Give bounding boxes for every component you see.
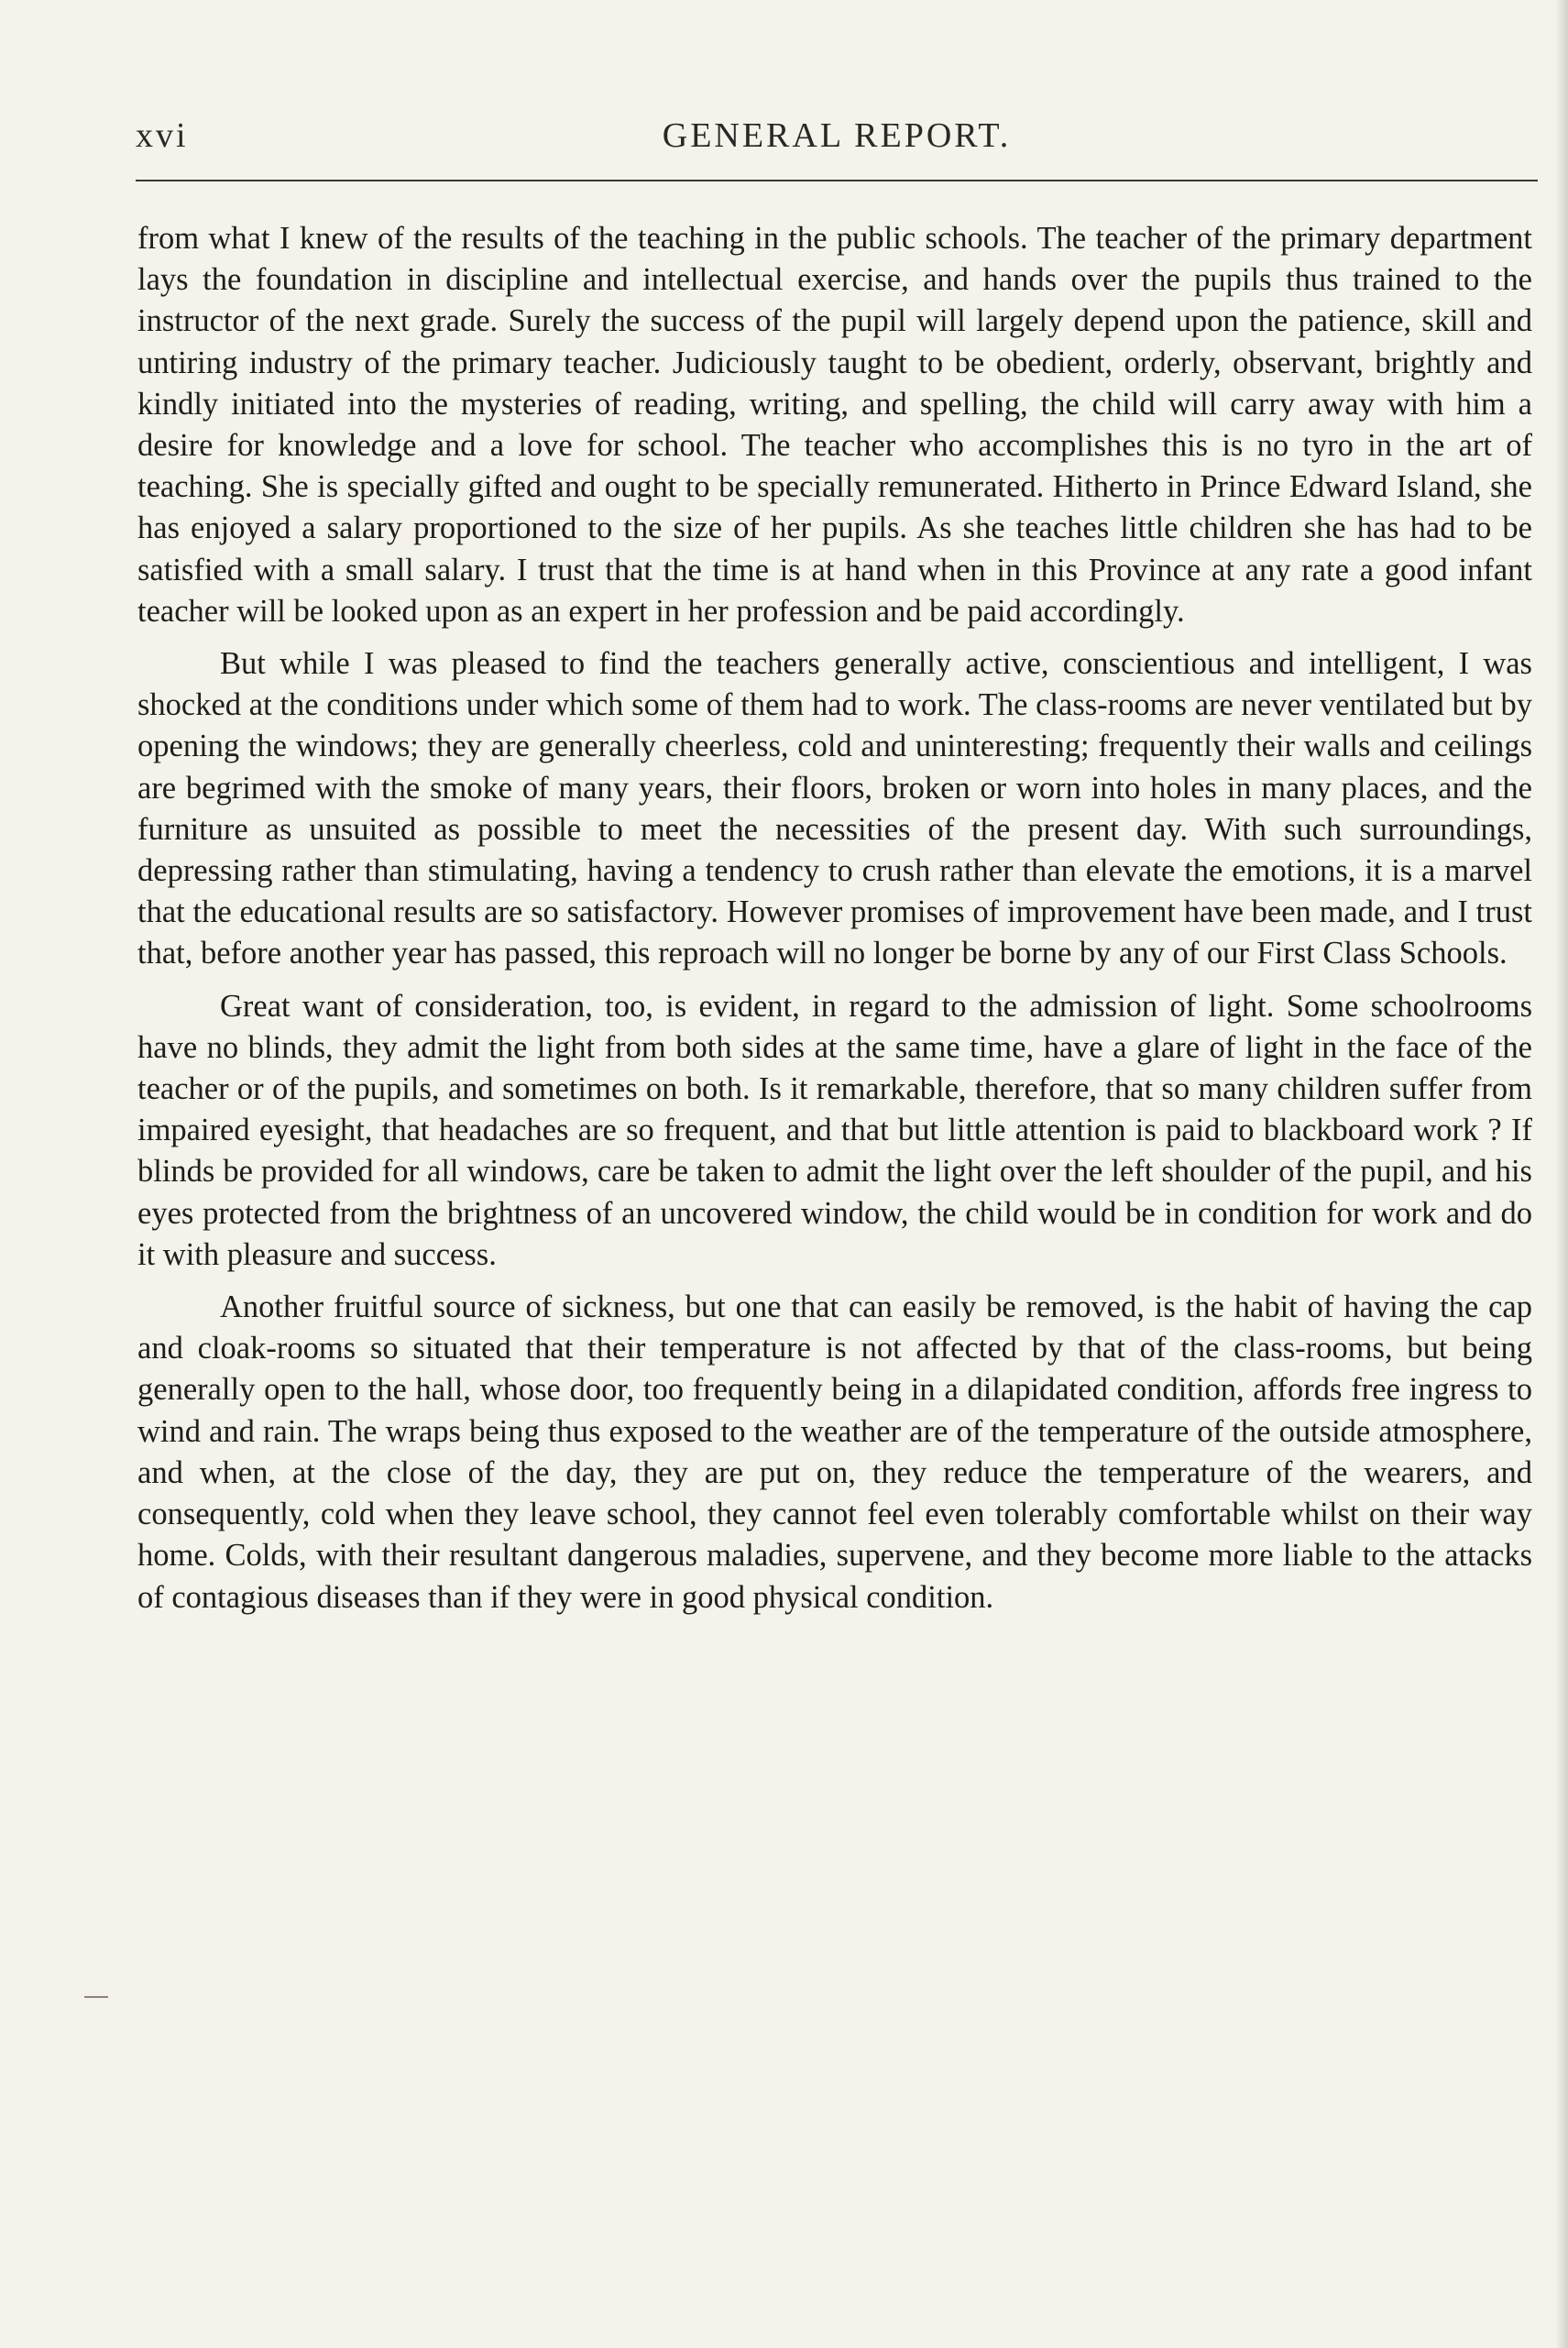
- page-edge-shadow: [1555, 0, 1568, 2348]
- paragraph-teachers-conditions: But while I was pleased to find the teachers generally active, conscientious and intelligent, I was shocked at the conditions under which some of them had to work. The class-rooms are never ventilated but by opening the windows; they are generally cheerless, cold and uninteresting; frequently their walls and ceilings are begrimed with the smoke of many years, their floors, broken or worn into holes in many places, and the furniture as unsuited as possible to meet the necessities of the present day. With such surroundings, depressing rather than stimulating, having a tendency to crush rather than elevate the emotions, it is a marvel that the educational results are so satisfactory. However promises of improvement have been made, and I trust that, before another year has passed, this reproach will no longer be borne by any of our First Class Schools.: [137, 646, 1532, 971]
- paragraph-admission-of-light: Great want of consideration, too, is evident, in regard to the admission of light. Some schoolrooms have no blinds, they admit the light from both sides at the same time, have a glare of light in the face of the teacher or of the pupils, and sometimes on both. Is it remarkable, therefore, that so many children suffer from impaired eyesight, that headaches are so frequent, and that but little attention is paid to blackboard work ? If blinds be provided for all windows, care be taken to admit the light over the left shoulder of the pupil, and his eyes protected from the brightness of an uncovered window, the child would be in condition for work and do it with pleasure and success.: [137, 988, 1532, 1272]
- header-rule: [136, 180, 1538, 181]
- running-title: GENERAL REPORT.: [662, 116, 1012, 155]
- page-number: xvi: [136, 116, 189, 155]
- paragraph-continued: from what I knew of the results of the teaching in the public schools. The teacher of the primary department lays the foundation in discipline and intellectual exercise, and hands over the pupils thus trained to the instructor of the next grade. Surely the success of the pupil will largely depend upon the patience, skill and untiring industry of the primary teacher. Judiciously taught to be obedient, orderly, observant, brightly and kindly initiated into the mysteries of reading, writing, and spelling, the child will carry away with him a desire for knowledge and a love for school. The teacher who accomplishes this is no tyro in the art of teaching. She is specially gifted and ought to be specially remunerated. Hitherto in Prince Edward Island, she has enjoyed a salary proportioned to the size of her pupils. As she teaches little children she has had to be satisfied with a small salary. I trust that the time is at hand when in this Province at any rate a good infant teacher will be looked upon as an expert in her profession and be paid accordingly.: [137, 221, 1532, 629]
- paragraph-cloak-rooms: Another fruitful source of sickness, but one that can easily be removed, is the habit of having the cap and cloak-rooms so situated that their temperature is not affected by that of the class-rooms, but being generally open to the hall, whose door, too frequently being in a dilapidated condition, affords free ingress to wind and rain. The wraps being thus exposed to the weather are of the temperature of the outside atmosphere, and when, at the close of the day, they are put on, they reduce the temperature of the wearers, and consequently, cold when they leave school, they cannot feel even tolerably comfortable whilst on their way home. Colds, with their resultant dangerous maladies, supervene, and they become more liable to the attacks of contagious diseases than if they were in good physical condition.: [137, 1289, 1532, 1615]
- page-header: [136, 108, 1538, 163]
- margin-mark: [84, 1996, 108, 1998]
- body-text: [137, 218, 1532, 1629]
